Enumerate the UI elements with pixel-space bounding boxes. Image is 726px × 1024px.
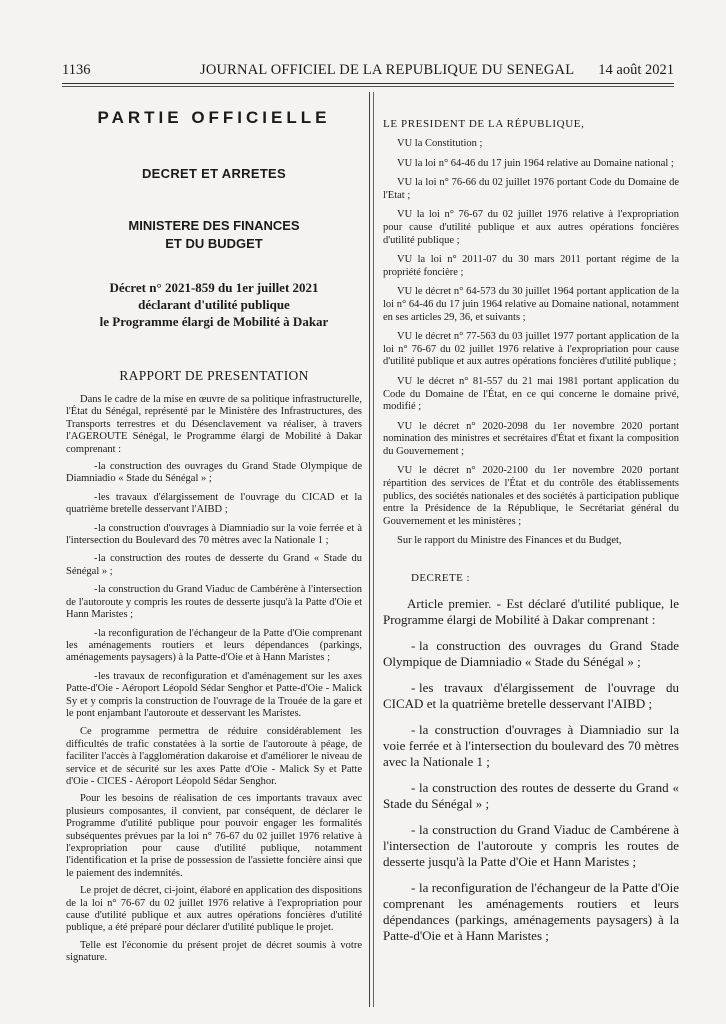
article-premier: Article premier. - Est déclaré d'utilité publique, le Programme élargi de Mobilité à Dakar comprenant : — [383, 596, 679, 628]
sur-le-rapport: Sur le rapport du Ministre des Finances et du Budget, — [397, 535, 622, 547]
header-rule-secondary — [62, 86, 674, 87]
rapport-item: -la reconfiguration de l'échangeur de la Patte d'Oie comprenant les aménagements routiers et leurs dépendances (parkings, aménagements paysagers) à la Patte-d'Oie et à Hann Maristes ; — [66, 627, 362, 664]
rapport-item: -la construction des ouvrages du Grand Stade Olympique de Diamniadio « Stade du Sénégal » ; — [66, 461, 362, 485]
header-rule — [62, 83, 674, 84]
vu-item: VU la Constitution ; — [397, 138, 483, 149]
column-divider-secondary — [373, 92, 374, 1007]
vu-item: VU le décret n° 77-563 du 03 juillet 1977 portant application de la loi n° 76-67 du 02 juillet 1976 relative à l'expropriation pour cause d'utilité publique et aux autres opérations foncières d'utilité publique ; — [383, 331, 679, 368]
vu-item: VU le décret n° 81-557 du 21 mai 1981 portant application du Code du Domaine de l'État, en ce qui concerne le domaine privé, modifié ; — [383, 375, 679, 413]
decree-subject-1: déclarant d'utilité publique — [138, 297, 290, 312]
article-item: - les travaux d'élargissement de l'ouvrage du CICAD et la quatrième bretelle desservant l'AIBD ; — [383, 680, 679, 712]
article-item: - la construction d'ouvrages à Diamniadio sur la voie ferrée et à l'intersection du boulevard des 70 mètres avec la Nationale 1 ; — [383, 722, 679, 770]
decree-subject-2: le Programme élargi de Mobilité à Dakar — [99, 314, 329, 329]
ministry-line-1: MINISTERE DES FINANCES — [128, 218, 300, 233]
ministry-line-2: ET DU BUDGET — [165, 236, 263, 251]
vu-item: VU le décret n° 2020-2098 du 1er novembre 2020 portant nomination des ministres et secrétaires d'État et fixant la composition du Gouvernement ; — [383, 420, 679, 457]
article-item: - la construction du Grand Viaduc de Cambérene à l'intersection de l'autoroute y compris les routes de desserte jusqu'à la Patte d'Oie et Hann Maristes ; — [383, 822, 679, 870]
decree-number: Décret n° 2021-859 du 1er juillet 2021 — [109, 280, 319, 295]
article-item: - la construction des ouvrages du Grand Stade Olympique de Diamniadio « Stade du Sénégal » ; — [383, 638, 679, 670]
rapport-item: -la construction d'ouvrages à Diamniadio sur la voie ferrée et à l'intersection du Boulevard des 70 mètres avec la Nationale 1 ; — [66, 522, 362, 547]
partie-officielle-heading: PARTIE OFFICIELLE — [97, 108, 331, 127]
rapport-item: -la construction des routes de desserte du Grand « Stade du Sénégal » ; — [66, 553, 362, 577]
rapport-item: -la construction du Grand Viaduc de Cambérène à l'intersection de l'autoroute y compris les routes de desserte jusqu'à la Patte d'Oie et Hann Maristes ; — [66, 584, 362, 621]
president-heading: LE PRESIDENT DE LA RÉPUBLIQUE, — [383, 118, 585, 130]
right-column — [383, 118, 679, 954]
decret-arretes-heading: DECRET ET ARRETES — [141, 166, 287, 181]
rapport-paragraph-besoins: Pour les besoins de réalisation de ces importants travaux avec plusieurs composantes, il convient, par conséquent, de déclarer le Programme d'utilité publique pour pouvoir engager les formalités subséquentes prévues par la loi n° 76-67 du 02 juillet 1976 relative à l'expropriation pour cause d'utilité publique, notamment l'identification et la prise de possession de l'assiette foncière ainsi que le paiement des indemnités. — [66, 793, 362, 879]
vu-item: VU la loi n° 76-67 du 02 juillet 1976 relative à l'expropriation pour cause d'utilité publique et aux autres opérations foncières d'utilité publique ; — [383, 209, 679, 246]
rapport-paragraph-conclusion: Telle est l'économie du présent projet de décret soumis à votre signature. — [66, 939, 362, 964]
rapport-item: -les travaux de reconfiguration et d'aménagement sur les axes Patte-d'Oie - Aéroport Léopold Sédar Senghor et Patte-d'Oie - Malick Sy et y compris la construction de l'ouvrage de la Trouée de la gare et le pont enjambant l'autoroute et desservant les Maristes. — [66, 670, 362, 719]
article-item: - la reconfiguration de l'échangeur de la Patte d'Oie comprenant les aménagements routiers et leurs dépendances (parkings, aménagements paysagers) à la Patte-d'Oie et à Hann Maristes ; — [383, 880, 679, 944]
rapport-item: -les travaux d'élargissement de l'ouvrage du CICAD et la quatrième bretelle desservant l'AIBD ; — [66, 491, 362, 516]
page-number: 1136 — [62, 62, 91, 78]
vu-item: VU la loi n° 2011-07 du 30 mars 2011 portant régime de la propriété foncière ; — [383, 254, 679, 278]
ministry-heading — [66, 217, 362, 253]
issue-date: 14 août 2021 — [598, 62, 674, 78]
decree-heading — [66, 279, 362, 330]
vu-item: VU le décret n° 64-573 du 30 juillet 1964 portant application de la loi n° 64-46 du 17 juin 1964 relative au Domaine national, notamment en ses articles 29, 36, et suivants ; — [383, 286, 679, 323]
vu-item: VU la loi n° 64-46 du 17 juin 1964 relative au Domaine national ; — [397, 157, 674, 169]
rapport-paragraph-programme: Ce programme permettra de réduire considérablement les difficultés de trafic constatées à la sortie de l'autoroute à péage, de faciliter l'accès à l'agglomération dakaroise et d'améliorer le niveau de service et de sécurité sur les axes Patte d'Oie - Malick Sy et Patte d'Oie - CICES - Aéroport Léopold Sédar Senghor. — [66, 726, 362, 787]
article-item: - la construction des routes de desserte du Grand « Stade du Sénégal » ; — [383, 780, 679, 812]
vu-item: VU le décret n° 2020-2100 du 1er novembre 2020 portant répartition des services de l'État et du contrôle des établissements publics, des sociétés nationales et des sociétés à participation publique entre la Présidence de la République, le Secrétariat général du Gouvernement et les ministères ; — [383, 465, 679, 527]
journal-title: JOURNAL OFFICIEL DE LA REPUBLIQUE DU SENEGAL — [200, 62, 575, 78]
rapport-paragraph-projet: Le projet de décret, ci-joint, élaboré en application des dispositions de la loi n° 76-67 du 02 juillet 1976 relative à l'expropriation pour cause d'utilité publique et aux autres opérations foncières d'utilité publique, a été préparé pour déclarer d'utilité publique le projet. — [66, 885, 362, 934]
rapport-intro: Dans le cadre de la mise en œuvre de sa politique infrastructurelle, l'État du Sénégal, représenté par le Ministère des Infrastructures, des Transports terrestres et du Désenclavement va réaliser, à travers l'AGEROUTE Sénégal, le Programme élargi de Mobilité à Dakar comprenant : — [66, 394, 362, 455]
left-column — [66, 108, 362, 970]
column-divider — [369, 92, 370, 1007]
rapport-heading: RAPPORT DE PRESENTATION — [119, 368, 309, 383]
page-header — [62, 60, 674, 82]
vu-item: VU la loi n° 76-66 du 02 juillet 1976 portant Code du Domaine de l'Etat ; — [383, 177, 679, 201]
decrete-heading: DECRETE : — [411, 572, 470, 585]
